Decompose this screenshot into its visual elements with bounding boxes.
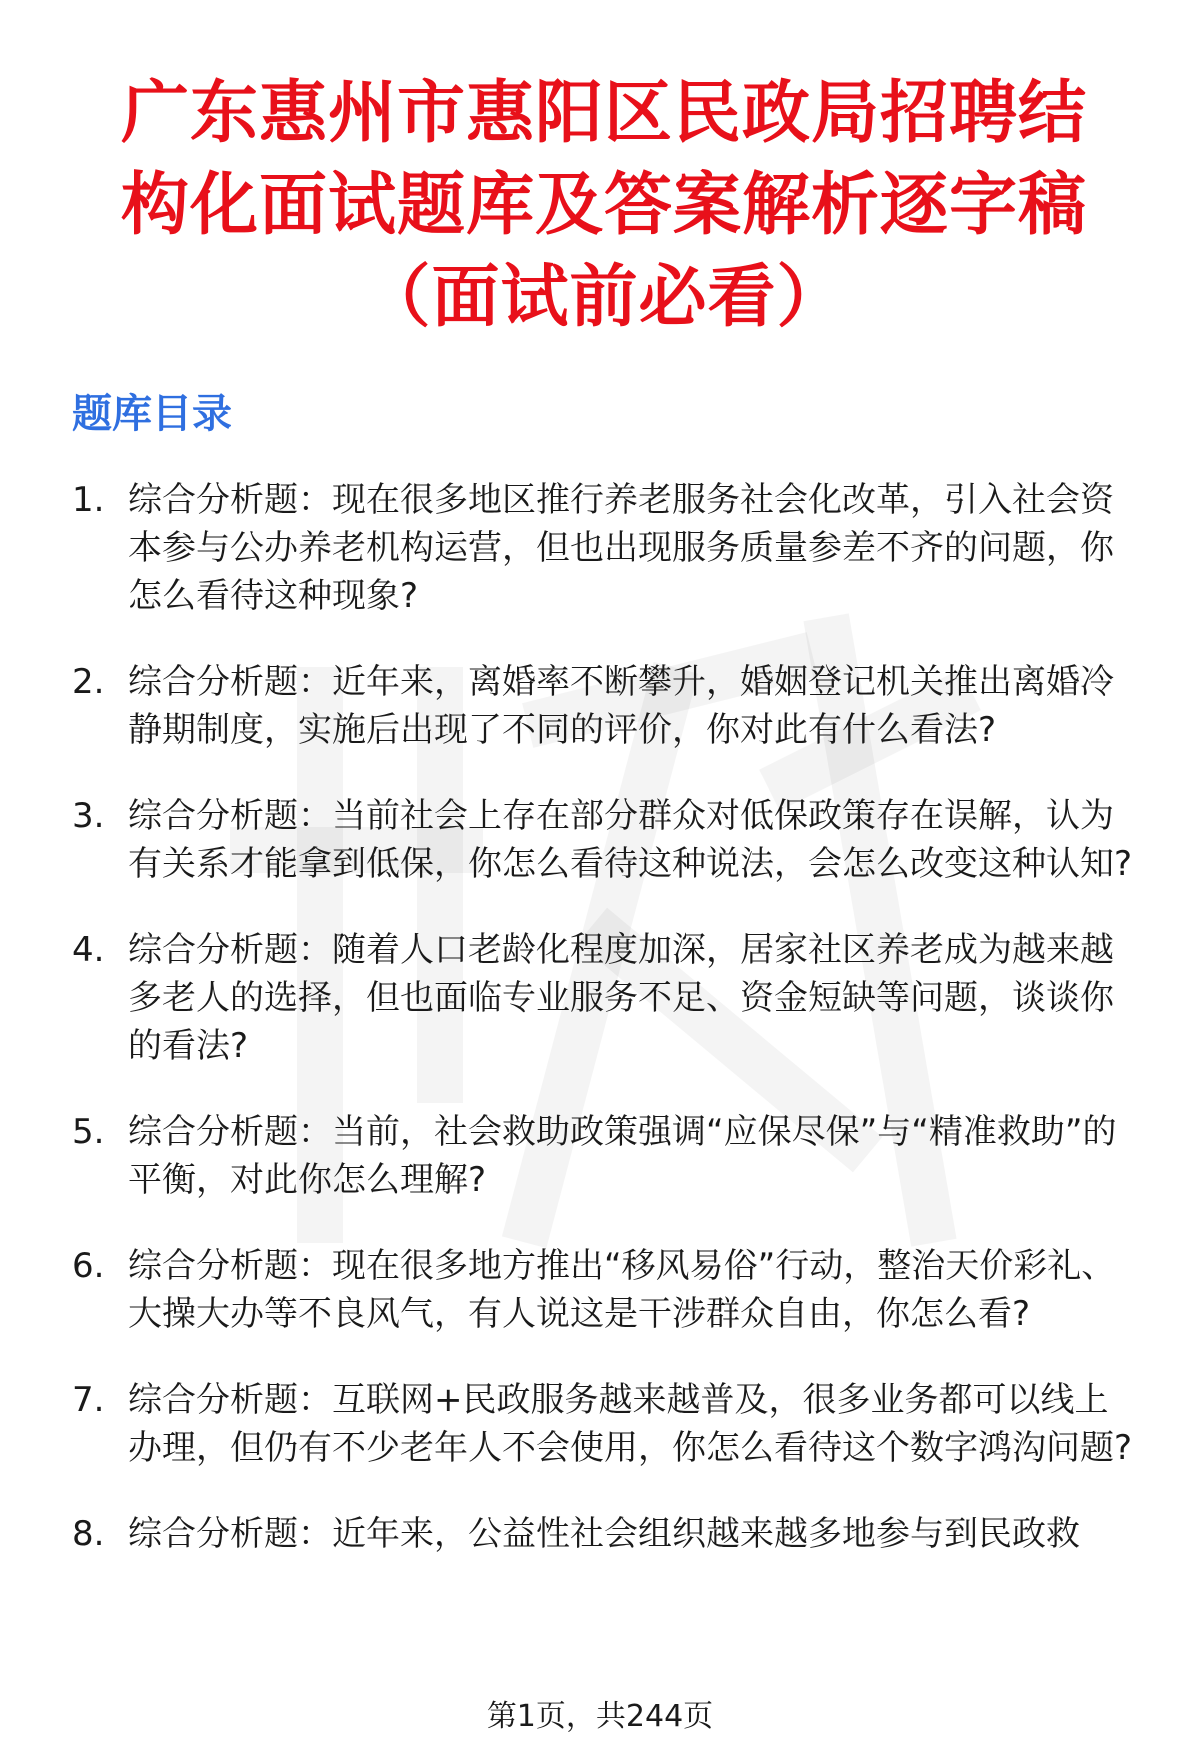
question-number: 1.	[72, 480, 105, 520]
question-number: 4.	[72, 930, 105, 970]
question-item-6	[72, 1242, 1136, 1338]
question-item-1	[72, 476, 1136, 620]
question-text: 综合分析题：近年来，离婚率不断攀升，婚姻登记机关推出离婚冷静期制度，实施后出现了不同的评价，你对此有什么看法?	[128, 662, 1114, 750]
question-item-8	[72, 1510, 1136, 1558]
question-text: 综合分析题：当前社会上存在部分群众对低保政策存在误解，认为有关系才能拿到低保，你怎么看待这种说法，会怎么改变这种认知?	[128, 796, 1133, 884]
question-text: 综合分析题：随着人口老龄化程度加深，居家社区养老成为越来越多老人的选择，但也面临专业服务不足、资金短缺等问题，谈谈你的看法?	[128, 930, 1114, 1066]
question-text: 综合分析题：现在很多地区推行养老服务社会化改革，引入社会资本参与公办养老机构运营，但也出现服务质量参差不齐的问题，你怎么看待这种现象?	[128, 480, 1114, 616]
question-item-3	[72, 792, 1136, 888]
question-text: 综合分析题：现在很多地方推出“移风易俗”行动，整治天价彩礼、大操大办等不良风气，有人说这是干涉群众自由，你怎么看?	[128, 1246, 1116, 1334]
question-number: 6.	[72, 1246, 105, 1286]
question-item-5	[72, 1108, 1136, 1204]
question-number: 3.	[72, 796, 105, 836]
toc-heading: 题库目录	[72, 391, 232, 437]
question-number: 8.	[72, 1514, 105, 1554]
question-number: 5.	[72, 1112, 105, 1152]
question-number: 7.	[72, 1380, 105, 1420]
question-text: 综合分析题：近年来，公益性社会组织越来越多地参与到民政救	[128, 1514, 1080, 1554]
question-number: 2.	[72, 662, 105, 702]
document-title: 广东惠州市惠阳区民政局招聘结构化面试题库及答案解析逐字稿（面试前必看）	[120, 74, 1087, 337]
page-footer: 第1页，共244页	[0, 1697, 1200, 1737]
question-text: 综合分析题：当前，社会救助政策强调“应保尽保”与“精准救助”的平衡，对此你怎么理解?	[128, 1112, 1117, 1200]
question-item-7	[72, 1376, 1136, 1472]
question-text: 综合分析题：互联网+民政服务越来越普及，很多业务都可以线上办理，但仍有不少老年人不会使用，你怎么看待这个数字鸿沟问题?	[128, 1380, 1133, 1468]
question-item-2	[72, 658, 1136, 754]
question-list	[72, 476, 1136, 1558]
question-item-4	[72, 926, 1136, 1070]
